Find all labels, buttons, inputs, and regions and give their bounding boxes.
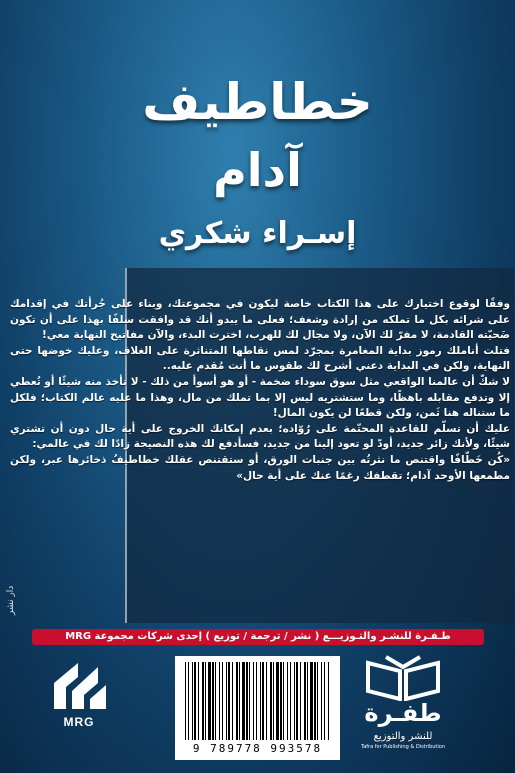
barcode-bar: [304, 662, 306, 740]
barcode-bar: [324, 662, 325, 740]
barcode-bar: [266, 662, 267, 740]
barcode-bar: [185, 662, 186, 740]
barcode-bar: [256, 662, 257, 740]
barcode-bar: [321, 662, 322, 740]
isbn-barcode: [175, 656, 340, 760]
barcode-bar: [307, 662, 308, 740]
barcode-bar: [253, 662, 254, 740]
barcode-bar: [239, 662, 240, 740]
barcode-bar: [188, 662, 189, 740]
author-name: إسـراء شكري: [158, 216, 357, 251]
publisher-strip: طـفـرة للنشـر والتـوزيـــع ( نشر / ترجمة / توزيع ) إحدى شركات مجموعة MRG: [32, 629, 484, 645]
barcode-bar: [194, 662, 196, 740]
barcode-bar: [215, 662, 216, 740]
barcode-bar: [219, 662, 220, 740]
blurb-quote: «كُن خَطّافًا واقتنص ما نثرتُه بين جنبات الورق، أو ستقتنص عقلك خطاطيفُ ذخائرها عبر، ولكن مطمعها الأوحد آدام؛ تقطفك رغمًا عنك على أية حال»: [10, 453, 510, 482]
blurb-paragraph: عليك أن تسلّم للقاعدة المحتّمة على رُوّاده؛ بعدم إمكانك الخروج على أية حال دون أن تشتري شيئًا، ولأنك زائر جديد، أودّ لو تعود إلينا من جديد، فسأدفع لك هذه النصيحة زادًا لك في عالمي:: [10, 422, 510, 451]
barcode-bar: [310, 662, 313, 740]
barcode-bar: [192, 662, 193, 740]
barcode-bar: [232, 662, 233, 740]
barcode-bars: [185, 662, 330, 740]
barcode-bar: [300, 662, 301, 740]
blurb-paragraph: وفقًا لوقوع اختيارك على هذا الكتاب خاصة ليكون في مجموعتك، وبناء على جُرأتك في إقدامك على شرائه بكل ما تملكه من إرادة وشغف؛ فعلى ما يبدو أنك قد وافقت سلفًا بهذا على أن تكون ضَحيّته القادمة، لا مفرّ لك الآن، ولا مجال لك للهرب، اخترت البدء، والآن مفاتيح النهاية معي!: [10, 298, 510, 342]
tafra-logo-subtitle: للنشر والتوزيع: [373, 731, 433, 742]
blurb-text: [10, 297, 510, 484]
tafra-publisher-logo: [348, 655, 498, 765]
side-publisher-logo: دار نشر: [6, 585, 16, 615]
barcode-bar: [270, 662, 272, 740]
mrg-logo: [48, 655, 138, 745]
barcode-bar: [287, 662, 288, 740]
tafra-logo-english: Tafra for Publishing & Distribution: [360, 744, 446, 750]
barcode-bar: [273, 662, 274, 740]
barcode-bar: [283, 662, 284, 740]
barcode-bar: [202, 662, 204, 740]
barcode-bar: [317, 662, 318, 740]
barcode-bar: [262, 662, 264, 740]
barcode-bar: [260, 662, 261, 740]
tafra-logo-name: طفـرة: [364, 699, 442, 727]
barcode-bar: [198, 662, 199, 740]
barcode-bar: [212, 662, 214, 740]
barcode-bar: [249, 662, 250, 740]
barcode-bar: [226, 662, 227, 740]
barcode-bar: [208, 662, 211, 740]
open-book-icon: [348, 655, 458, 701]
mrg-logo-text: MRG: [63, 715, 95, 729]
barcode-bar: [280, 662, 282, 740]
book-title-line-1: خطاطيف: [142, 73, 373, 131]
barcode-bar: [242, 662, 245, 740]
barcode-bar: [222, 662, 223, 740]
barcode-bar: [328, 662, 329, 740]
barcode-bar: [228, 662, 230, 740]
blurb-paragraph: لا شكّ أن عالمنا الواقعي مثل سوق سوداء ضخمة - أو هو أسوأ من ذلك - لا تأخذ منه شيئًا أو تُعطي إلا وتدفع مقابله باهظًا، وما ستشتريه ليس إلا بما تملك من مال، وهذا ما عليه عالم الكتاب؛ فلكل ما ستناله هنا ثَمن، ولكن قطعًا لن يكون المال!: [10, 375, 510, 420]
barcode-bar: [246, 662, 248, 740]
barcode-bar: [294, 662, 295, 740]
book-title-line-2: آدام: [213, 143, 302, 197]
barcode-bar: [205, 662, 206, 740]
mrg-logo-icon: [48, 655, 110, 715]
isbn-number: 9 789778 993578: [192, 742, 323, 755]
barcode-bar: [296, 662, 298, 740]
barcode-bar: [290, 662, 291, 740]
blurb-paragraph: فتلت أناملك رموز بداية المغامرة بمجرّد لمس نقاطها المتناثرة على الغلاف، وعليك خوضها حتى النهاية، ولكن في البداية دعني أشرح لك طقوس ما أنت مُقدم عليه..: [10, 344, 510, 373]
barcode-bar: [276, 662, 279, 740]
barcode-bar: [236, 662, 238, 740]
barcode-bar: [314, 662, 316, 740]
